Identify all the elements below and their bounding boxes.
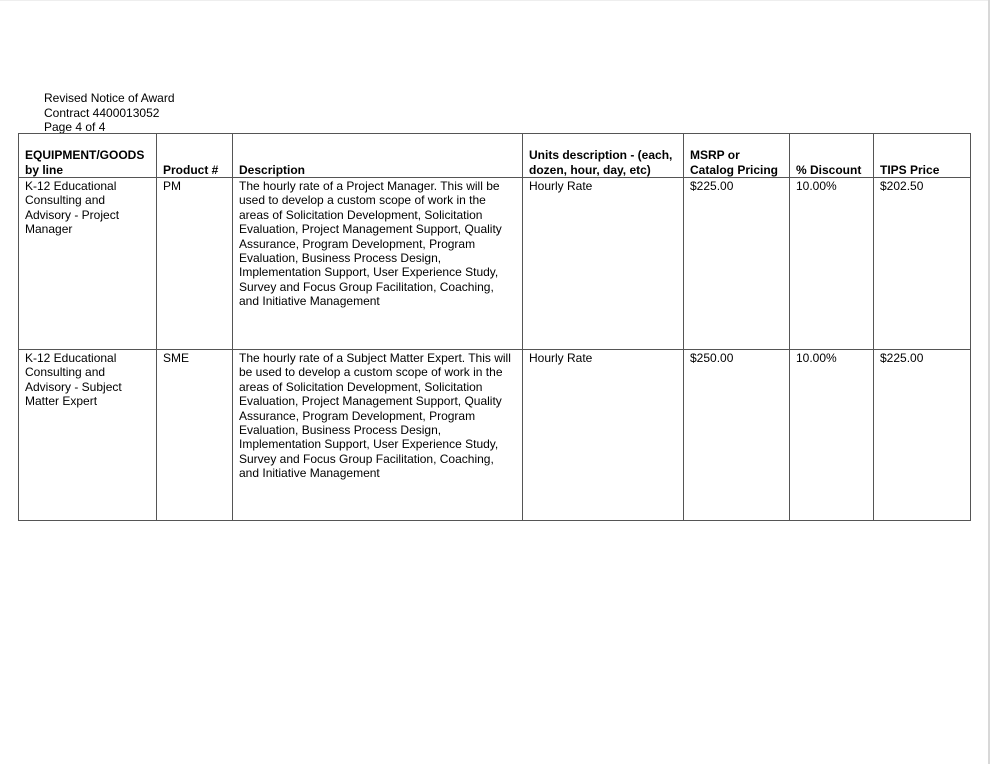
document-header bbox=[44, 91, 175, 135]
cell-discount: 10.00% bbox=[790, 178, 874, 350]
cell-description: The hourly rate of a Subject Matter Expert. This will be used to develop a custom scope of work in the areas of Solicitation Development, Solicitation Evaluation, Project Management Support, Quality Assurance, Program Development, Program Evaluation, Business Process Design, Implementation Support, User Experience Study, Survey and Focus Group Facilitation, Coaching, and Initiative Management bbox=[233, 350, 523, 521]
cell-units: Hourly Rate bbox=[523, 350, 684, 521]
notice-title: Revised Notice of Award bbox=[44, 91, 175, 105]
column-header-units: Units description - (each, dozen, hour, day, etc) bbox=[523, 134, 684, 178]
cell-item: K-12 Educational Consulting and Advisory - Subject Matter Expert bbox=[19, 350, 157, 521]
column-header-tips-price: TIPS Price bbox=[874, 134, 971, 178]
page-top-edge bbox=[0, 0, 990, 1]
cell-tips-price: $225.00 bbox=[874, 350, 971, 521]
table-row bbox=[19, 350, 971, 521]
column-header-description: Description bbox=[233, 134, 523, 178]
page-number: Page 4 of 4 bbox=[44, 120, 106, 134]
cell-product: SME bbox=[157, 350, 233, 521]
cell-msrp: $225.00 bbox=[684, 178, 790, 350]
cell-description: The hourly rate of a Project Manager. This will be used to develop a custom scope of work in the areas of Solicitation Development, Solicitation Evaluation, Project Management Support, Quality Assurance, Program Development, Program Evaluation, Business Process Design, Implementation Support, User Experience Study, Survey and Focus Group Facilitation, Coaching, and Initiative Management bbox=[233, 178, 523, 350]
column-header-product: Product # bbox=[157, 134, 233, 178]
cell-msrp: $250.00 bbox=[684, 350, 790, 521]
table-header-row bbox=[19, 134, 971, 178]
pricing-table bbox=[18, 133, 971, 521]
column-header-equipment: EQUIPMENT/GOODS by line bbox=[19, 134, 157, 178]
column-header-discount: % Discount bbox=[790, 134, 874, 178]
cell-item: K-12 Educational Consulting and Advisory - Project Manager bbox=[19, 178, 157, 350]
cell-discount: 10.00% bbox=[790, 350, 874, 521]
column-header-msrp: MSRP or Catalog Pricing bbox=[684, 134, 790, 178]
table-row bbox=[19, 178, 971, 350]
cell-units: Hourly Rate bbox=[523, 178, 684, 350]
cell-product: PM bbox=[157, 178, 233, 350]
contract-number: Contract 4400013052 bbox=[44, 105, 160, 120]
cell-tips-price: $202.50 bbox=[874, 178, 971, 350]
